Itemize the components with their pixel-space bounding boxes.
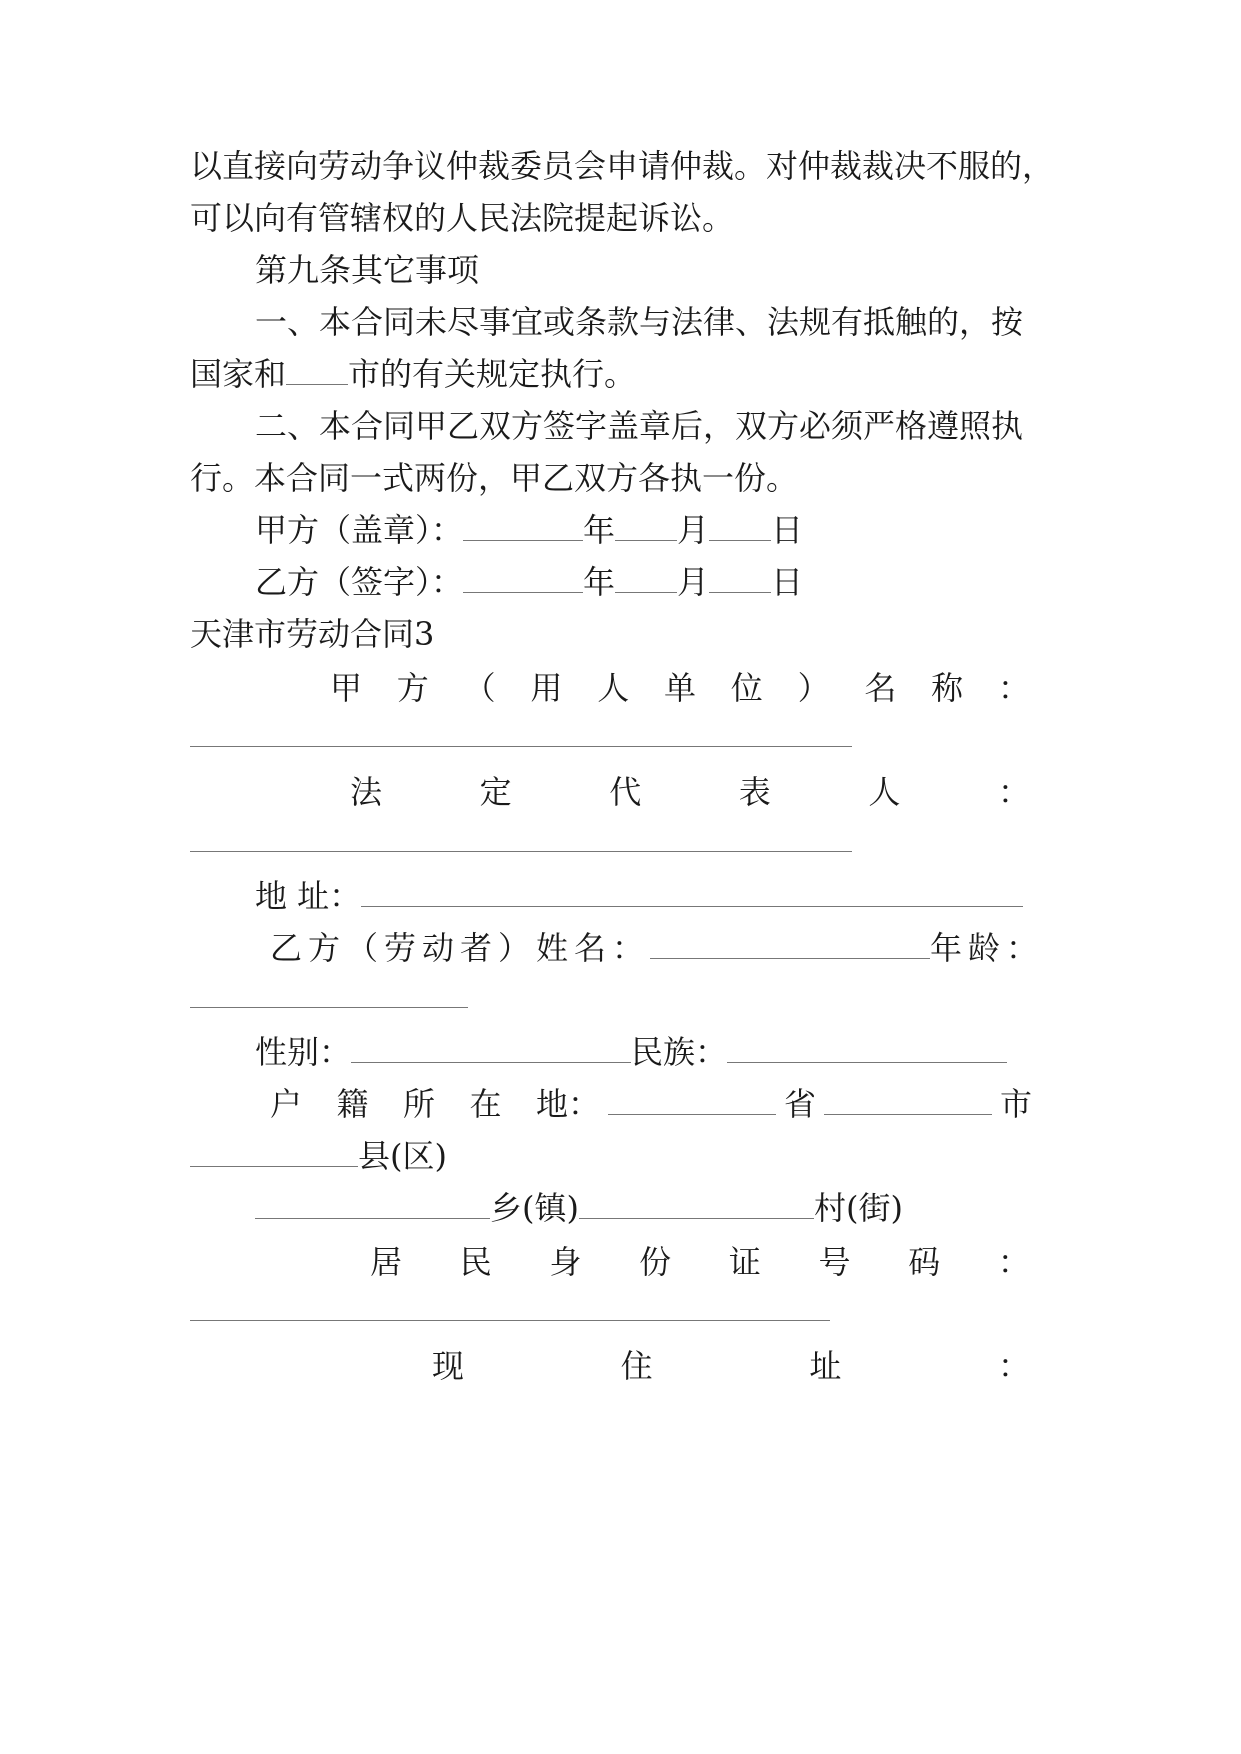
- label-char: 籍: [336, 1085, 369, 1123]
- month-blank[interactable]: [615, 512, 677, 541]
- address-line: [255, 876, 1115, 916]
- village-label: 村(街): [813, 1189, 903, 1227]
- label-char: 法: [350, 773, 383, 811]
- day-blank[interactable]: [709, 564, 771, 593]
- employer-name-label: [330, 668, 1030, 708]
- label-char: 表: [738, 773, 771, 811]
- gender-ethnicity-line: [255, 1032, 1115, 1072]
- employee-name-label: 乙方（劳动者）姓名：: [270, 929, 651, 967]
- label-char: 所: [402, 1085, 435, 1123]
- year-label: 年: [583, 511, 616, 549]
- paragraph-line: 以直接向劳动争议仲裁委员会申请仲裁。对仲裁裁决不服的，: [190, 147, 1055, 185]
- party-a-label: 甲方（盖章）：: [255, 511, 464, 549]
- gender-label: 性别：: [255, 1033, 352, 1071]
- day-label: 日: [771, 563, 804, 601]
- address-label: 地 址：: [255, 877, 362, 915]
- label-char: ：: [997, 669, 1030, 707]
- label-char: 现: [432, 1347, 465, 1385]
- label-char: 代: [609, 773, 642, 811]
- month-blank[interactable]: [615, 564, 677, 593]
- label-char: 用: [530, 669, 563, 707]
- label-char: 人: [597, 669, 630, 707]
- paragraph-line: 可以向有管辖权的人民法院提起诉讼。: [190, 199, 735, 237]
- label-char: 份: [639, 1243, 672, 1281]
- label-char: 名: [864, 669, 897, 707]
- paragraph-line: 二、本合同甲乙双方签字盖章后，双方必须严格遵照执: [255, 407, 1024, 445]
- city-blank[interactable]: [824, 1086, 992, 1115]
- label-char: 地：: [535, 1085, 600, 1123]
- label-char: ）: [797, 669, 830, 707]
- age-label: 年龄：: [930, 929, 1045, 967]
- party-a-signature-line: [255, 510, 1115, 550]
- label-char: 单: [663, 669, 696, 707]
- article-heading: 第九条其它事项: [255, 251, 480, 289]
- fill-blank-city[interactable]: [286, 356, 348, 385]
- province-label: 省: [784, 1085, 817, 1123]
- month-label: 月: [677, 511, 710, 549]
- address-blank[interactable]: [361, 878, 1023, 907]
- hukou-label: [270, 1084, 600, 1124]
- id-number-blank[interactable]: [190, 1320, 830, 1321]
- label-char: 在: [469, 1085, 502, 1123]
- label-char: 位: [730, 669, 763, 707]
- paragraph-line: 一、本合同未尽事宜或条款与法律、法规有抵触的，按: [255, 303, 1024, 341]
- label-char: 民: [459, 1243, 492, 1281]
- label-char: 址: [809, 1347, 842, 1385]
- day-blank[interactable]: [709, 512, 771, 541]
- label-char: 称: [931, 669, 964, 707]
- year-label: 年: [583, 563, 616, 601]
- province-blank[interactable]: [608, 1086, 776, 1115]
- party-a-date-blank[interactable]: [463, 512, 583, 541]
- gender-blank[interactable]: [351, 1034, 631, 1063]
- township-label: 乡(镇): [490, 1189, 579, 1227]
- section-title: 天津市劳动合同3: [190, 615, 435, 653]
- current-address-label: [432, 1346, 1030, 1386]
- label-char: ：: [997, 773, 1030, 811]
- township-blank[interactable]: [255, 1190, 490, 1219]
- month-label: 月: [677, 563, 710, 601]
- employer-name-blank[interactable]: [190, 746, 852, 747]
- label-char: 住: [620, 1347, 653, 1385]
- age-blank[interactable]: [190, 1007, 468, 1008]
- county-line: [190, 1136, 1050, 1176]
- id-number-label: [370, 1242, 1030, 1282]
- label-char: 码: [908, 1243, 941, 1281]
- county-label: 县(区): [358, 1137, 447, 1175]
- label-char: 甲: [330, 669, 363, 707]
- text-segment: 国家和: [190, 355, 287, 393]
- paragraph-line: [190, 354, 1050, 394]
- legal-rep-label: [350, 772, 1030, 812]
- county-blank[interactable]: [190, 1138, 358, 1167]
- township-line: [255, 1188, 1115, 1228]
- label-char: ：: [997, 1243, 1030, 1281]
- paragraph-line: 行。本合同一式两份，甲乙双方各执一份。: [190, 459, 799, 497]
- employee-name-line: [270, 928, 1045, 968]
- label-char: 证: [728, 1243, 761, 1281]
- label-char: 定: [479, 773, 512, 811]
- party-b-date-blank[interactable]: [463, 564, 583, 593]
- party-b-signature-line: [255, 562, 1115, 602]
- city-label: 市: [1000, 1085, 1033, 1123]
- label-char: （: [463, 669, 496, 707]
- label-char: 号: [818, 1243, 851, 1281]
- label-char: 人: [868, 773, 901, 811]
- legal-rep-blank[interactable]: [190, 851, 852, 852]
- ethnicity-blank[interactable]: [727, 1034, 1007, 1063]
- day-label: 日: [771, 511, 804, 549]
- label-char: 身: [549, 1243, 582, 1281]
- party-b-label: 乙方（签字）：: [255, 563, 464, 601]
- label-char: ：: [997, 1347, 1030, 1385]
- ethnicity-label: 民族：: [631, 1033, 728, 1071]
- hukou-line: [270, 1084, 1050, 1124]
- village-blank[interactable]: [579, 1190, 814, 1219]
- label-char: 居: [370, 1243, 403, 1281]
- label-char: 方: [396, 669, 429, 707]
- text-segment: 市的有关规定执行。: [348, 355, 637, 393]
- label-char: 户: [270, 1085, 303, 1123]
- employee-name-blank[interactable]: [650, 930, 930, 959]
